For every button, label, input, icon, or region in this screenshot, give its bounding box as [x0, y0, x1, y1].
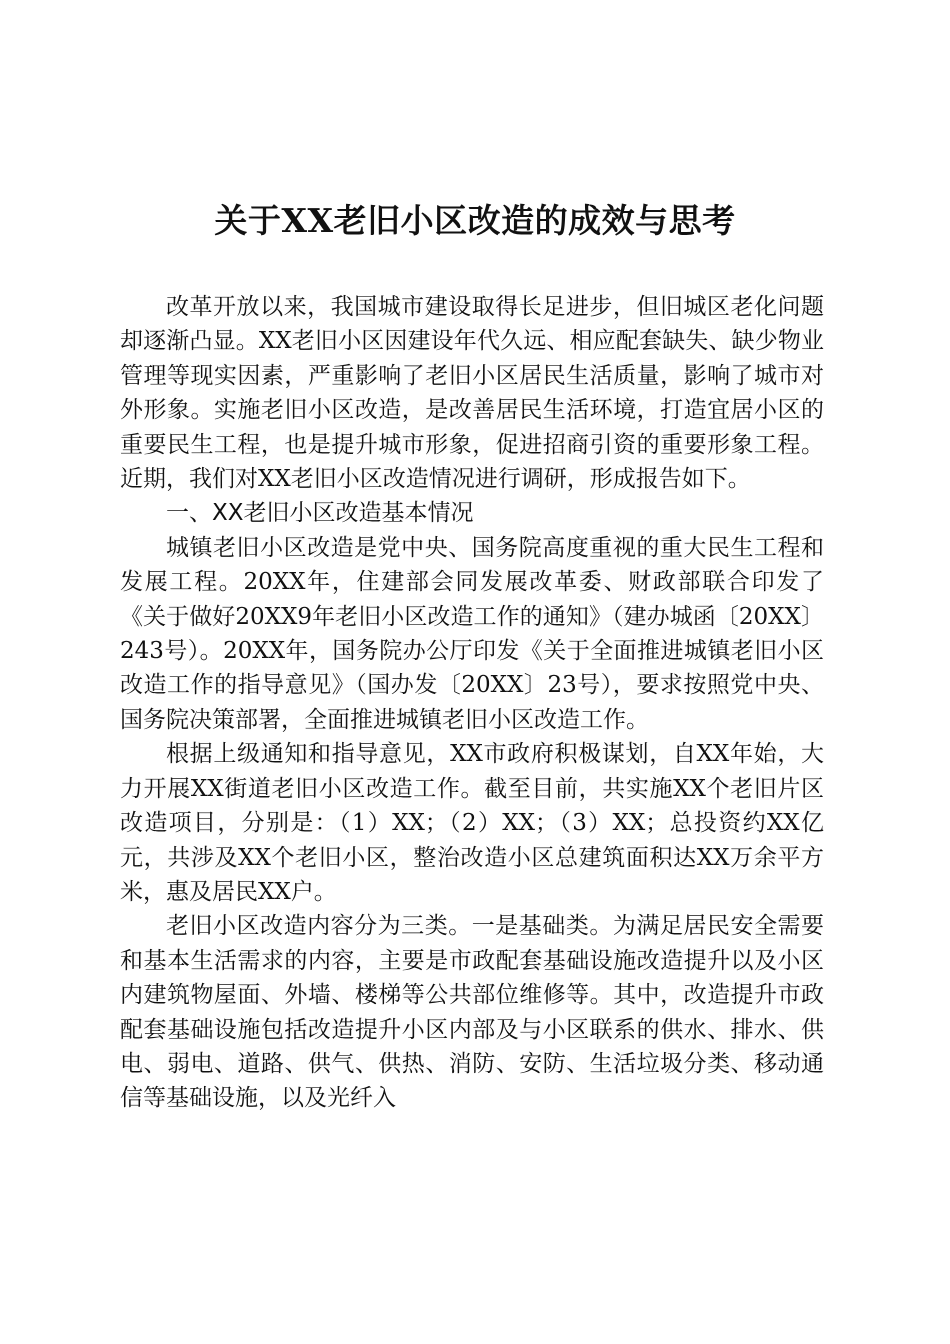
section-heading: 一、XX老旧小区改造基本情况: [166, 500, 474, 527]
document-body: [120, 290, 824, 1116]
intro-paragraph: 改革开放以来，我国城市建设取得长足进步，但旧城区老化问题却逐渐凸显。XX老旧小区因建设年代久远、相应配套缺失、缺少物业管理等现实因素，严重影响了老旧小区居民生活质量，影响了城市对外形象。实施老旧小区改造，是改善居民生活环境，打造宜居小区的重要民生工程，也是提升城市形象，促进招商引资的重要形象工程。近期，我们对XX老旧小区改造情况进行调研，形成报告如下。: [120, 294, 824, 493]
body-paragraph: 根据上级通知和指导意见，XX市政府积极谋划，自XX年始，大力开展XX街道老旧小区改造工作。截至目前，共实施XX个老旧片区改造项目，分别是：（1）XX；（2）XX；（3）XX；总投资约XX亿元，共涉及XX个老旧小区，整治改造小区总建筑面积达XX万余平方米，惠及居民XX户。: [120, 741, 824, 905]
body-paragraph: 老旧小区改造内容分为三类。一是基础类。为满足居民安全需要和基本生活需求的内容，主要是市政配套基础设施改造提升以及小区内建筑物屋面、外墙、楼梯等公共部位维修等。其中，改造提升市政配套基础设施包括改造提升小区内部及与小区联系的供水、排水、供电、弱电、道路、供气、供热、消防、安防、生活垃圾分类、移动通信等基础设施，以及光纤入: [120, 913, 824, 1112]
document-title: 关于XX老旧小区改造的成效与思考: [214, 201, 736, 240]
body-paragraph: 城镇老旧小区改造是党中央、国务院高度重视的重大民生工程和发展工程。20XX年，住建部会同发展改革委、财政部联合印发了《关于做好20XX9年老旧小区改造工作的通知》（建办城函〔20XX〕243号）。20XX年，国务院办公厅印发《关于全面推进城镇老旧小区改造工作的指导意见》（国办发〔20XX〕23号），要求按照党中央、国务院决策部署，全面推进城镇老旧小区改造工作。: [120, 534, 824, 733]
